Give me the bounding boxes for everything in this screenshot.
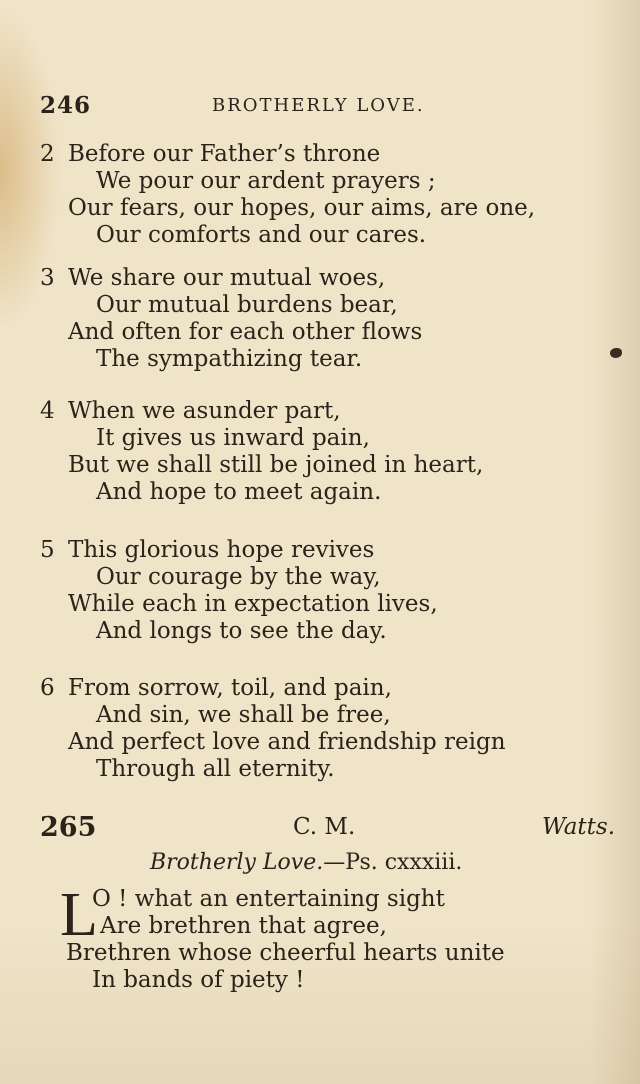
- verse-line: But we shall still be joined in heart,: [68, 452, 484, 478]
- verse-line: Are brethren that agree,: [100, 913, 387, 939]
- hymn-author: Watts.: [542, 814, 615, 840]
- verse-line: Our courage by the way,: [96, 564, 381, 590]
- verse-line: Before our Father’s throne: [68, 141, 381, 167]
- hymn-subtitle: [150, 850, 462, 875]
- verse-line: In bands of piety !: [92, 967, 305, 993]
- verse-line: And hope to meet again.: [96, 479, 382, 505]
- verse-line: Our fears, our hopes, our aims, are one,: [68, 195, 536, 221]
- verse-line: Through all eternity.: [96, 756, 335, 782]
- verse-line: It gives us inward pain,: [96, 425, 370, 451]
- stanza: [40, 141, 600, 249]
- stanza-number: 2: [40, 141, 55, 167]
- verse-line: And often for each other flows: [68, 319, 423, 345]
- verse-line: We pour our ardent prayers ;: [96, 168, 436, 194]
- hymn-meter: C. M.: [293, 814, 356, 840]
- verse-line: Our comforts and our cares.: [96, 222, 427, 248]
- stanza-number: 3: [40, 265, 55, 291]
- hymn-first-stanza: [40, 881, 600, 994]
- hymn-number: 265: [40, 812, 97, 843]
- verse-line: From sorrow, toil, and pain,: [68, 675, 392, 701]
- hymn-subtitle-title: Brotherly Love.: [150, 850, 324, 875]
- verse-line: And longs to see the day.: [96, 618, 387, 644]
- verse-line: While each in expectation lives,: [68, 591, 438, 617]
- verse-line: Our mutual burdens bear,: [96, 292, 398, 318]
- stanza-number: 6: [40, 675, 55, 701]
- stanza-number: 4: [40, 398, 55, 424]
- verse-line: This glorious hope revives: [68, 537, 375, 563]
- running-head: BROTHERLY LOVE.: [212, 95, 425, 116]
- verse-line: And perfect love and friendship reign: [68, 729, 506, 755]
- stanza: [40, 537, 600, 645]
- verse-line: Brethren whose cheerful hearts unite: [66, 940, 505, 966]
- verse-line: O ! what an entertaining sight: [92, 886, 445, 912]
- ink-blot: [610, 348, 622, 358]
- verse-line: When we asunder part,: [68, 398, 341, 424]
- stanza: [40, 398, 600, 506]
- stanza-number: 5: [40, 537, 55, 563]
- verse-line: The sympathizing tear.: [96, 346, 363, 372]
- drop-cap: L: [60, 881, 98, 949]
- page-number: 246: [40, 92, 92, 119]
- verse-line: We share our mutual woes,: [68, 265, 386, 291]
- stanza: [40, 675, 600, 783]
- hymn-heading: [40, 812, 615, 846]
- verse-line: And sin, we shall be free,: [96, 702, 391, 728]
- stanza: [40, 265, 600, 373]
- page-header: [40, 92, 460, 122]
- hymn-scripture-reference: —Ps. cxxxiii.: [323, 850, 463, 875]
